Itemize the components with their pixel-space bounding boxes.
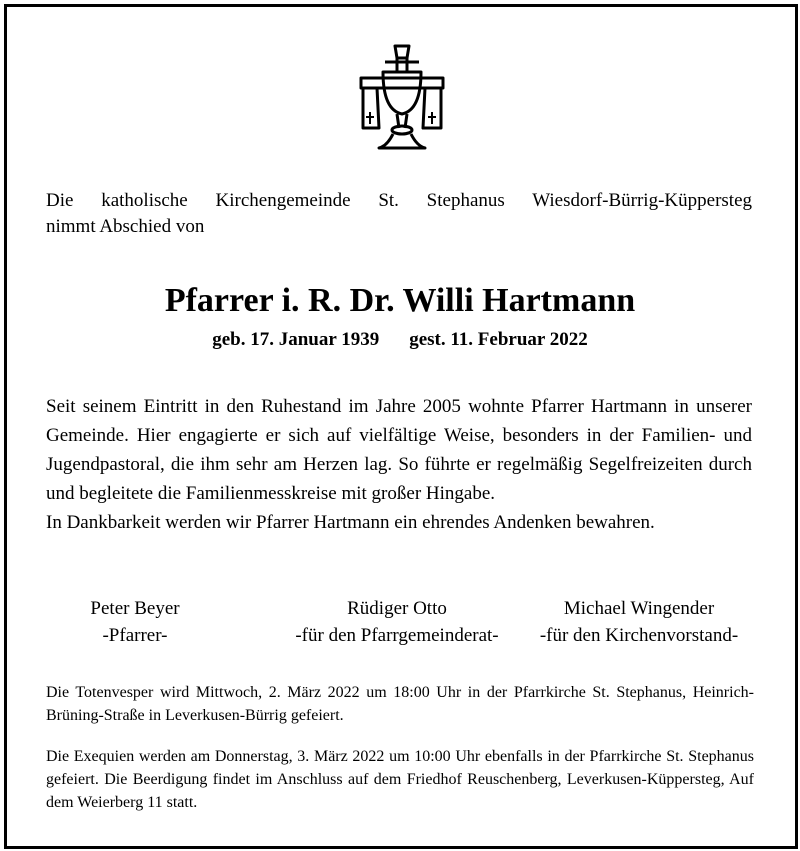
signatory-role: -für den Pfarrgemeinderat- [295, 625, 499, 646]
signatory-parish-council [272, 595, 522, 649]
tribute-paragraph: Seit seinem Eintritt in den Ruhestand im Jahre 2005 wohnte Pfarrer Hartmann in unserer Gemeinde. Hier engagierte er sich auf vielfältige Weise, besonders in der Familien- und Jugendpastoral, die ihm sehr am Herzen lag. So führte er regelmäßig Segelfreizeiten durch und begleitete die Familienmesskreise mit großer Hingabe. [46, 396, 752, 504]
signatory-name: Michael Wingender [563, 598, 715, 619]
intro-line-parish: Die katholische Kirchengemeinde St. Stephanus Wiesdorf-Bürrig-Küppersteg [46, 190, 752, 211]
vespers-notice: Die Totenvesper wird Mittwoch, 2. März 2022 um 18:00 Uhr in der Pfarrkirche St. Stephanus, Heinrich-Brüning-Straße in Leverkusen-Bürrig gefeiert. [46, 684, 754, 724]
intro-line-farewell: nimmt Abschied von [46, 216, 205, 237]
signatory-name: Peter Beyer [90, 598, 180, 619]
signatory-name: Rüdiger Otto [347, 598, 447, 619]
chalice-cross-icon [357, 42, 447, 154]
birth-date: geb. 17. Januar 1939 [212, 329, 380, 350]
intro-text [46, 188, 752, 240]
deceased-name: Pfarrer i. R. Dr. Willi Hartmann [164, 282, 636, 319]
exequies-notice: Die Exequien werden am Donnerstag, 3. März 2022 um 10:00 Uhr ebenfalls in der Pfarrkirche St. Stephanus gefeiert. Die Beerdigung findet im Anschluss auf dem Friedhof Reuschenberg, Leverkusen-Küppersteg, Auf dem Weierberg 11 statt. [46, 748, 754, 811]
signatory-role: -Pfarrer- [102, 625, 168, 646]
signatory-church-board [514, 595, 764, 649]
signatory-pastor [10, 595, 260, 649]
tribute-text [46, 392, 752, 537]
tribute-closing: In Dankbarkeit werden wir Pfarrer Hartmann ein ehrendes Andenken bewahren. [46, 512, 655, 533]
death-date: gest. 11. Februar 2022 [409, 329, 588, 350]
signatory-role: -für den Kirchenvorstand- [539, 625, 739, 646]
life-dates [0, 329, 800, 351]
